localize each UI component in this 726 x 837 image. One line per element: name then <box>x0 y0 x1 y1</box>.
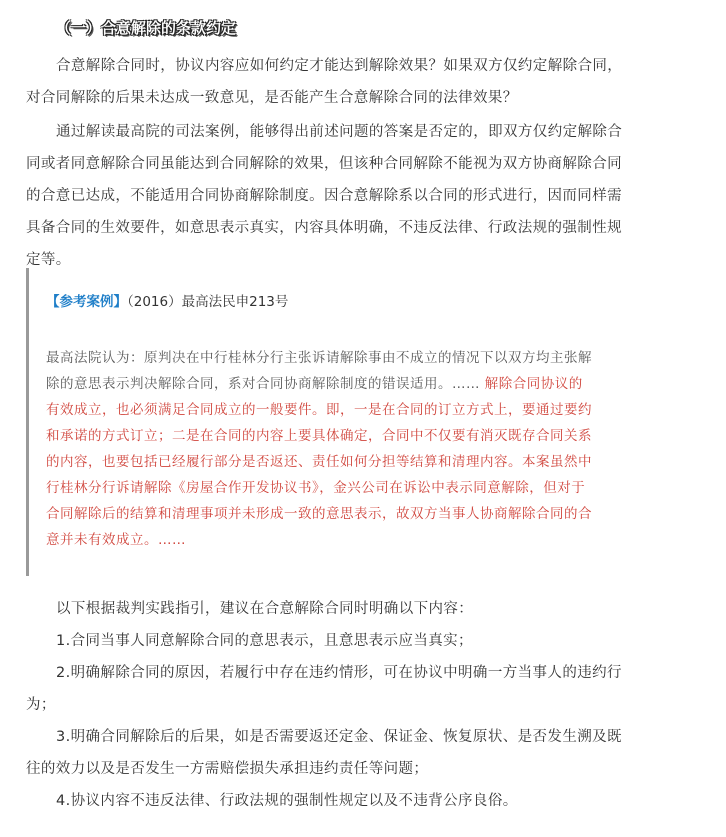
guidance-intro: 以下根据裁判实践指引，建议在合意解除合同时明确以下内容： <box>56 601 474 617</box>
analysis-line-5: 定等。 <box>26 252 71 268</box>
case-red-line-6: 意并未有效成立。…… <box>46 532 186 548</box>
guidance-item-2-line-1: 2.明确解除合同的原因，若履行中存在违约情形，可在协议中明确一方当事人的违约行 <box>56 665 622 681</box>
guidance-item-4: 4.协议内容不违反法律、行政法规的强制性规定以及不违背公序良俗。 <box>56 793 518 809</box>
intro-line-1: 合意解除合同时，协议内容应如何约定才能达到解除效果？如果双方仅约定解除合同， <box>56 58 623 74</box>
guidance-item-2-line-2: 为； <box>26 697 56 713</box>
case-quote-block <box>26 268 705 576</box>
analysis-line-4: 具备合同的生效要件，如意思表示真实，内容具体明确，不违反法律、行政法规的强制性规 <box>26 220 622 236</box>
case-title <box>46 290 288 310</box>
guidance-item-3-line-2: 往的效力以及是否发生一方需赔偿损失承担违约责任等问题； <box>26 761 429 777</box>
analysis-line-3: 的合意已达成，不能适用合同协商解除制度。因合意解除系以合同的形式进行，因而同样需 <box>26 188 622 204</box>
case-red-line-4: 行桂林分行诉请解除《房屋合作开发协议书》，金兴公司在诉讼中表示同意解除，但对于 <box>46 480 586 496</box>
case-red-line-3: 的内容，也要包括已经履行部分是否返还、责任如何分担等结算和清理内容。本案虽然中 <box>46 454 592 470</box>
case-reference: （2016）最高法民申213号 <box>127 294 289 310</box>
section-heading: （一）合意解除的条款约定 <box>56 19 237 37</box>
case-line-1: 最高法院认为：原判决在中行桂林分行主张诉请解除事由不成立的情况下以双方均主张解 <box>46 350 592 366</box>
intro-line-2: 对合同解除的后果未达成一致意见，是否能产生合意解除合同的法律效果？ <box>26 90 518 106</box>
case-tag: 【参考案例】 <box>46 294 127 310</box>
case-red-line-1: 有效成立，也必须满足合同成立的一般要件。即，一是在合同的订立方式上，要通过要约 <box>46 402 592 418</box>
case-line-2-gray: 除的意思表示判决解除合同，系对合同协商解除制度的错误适用。…… <box>46 376 485 392</box>
analysis-line-1: 通过解读最高院的司法案例，能够得出前述问题的答案是否定的，即双方仅约定解除合 <box>56 124 623 140</box>
guidance-item-3-line-1: 3.明确合同解除后的后果，如是否需要返还定金、保证金、恢复原状、是否发生溯及既 <box>56 729 622 745</box>
case-line-2-red: 解除合同协议的 <box>484 376 583 392</box>
guidance-item-1: 1.合同当事人同意解除合同的意思表示，且意思表示应当真实； <box>56 633 473 649</box>
case-line-2 <box>46 372 583 392</box>
analysis-line-2: 同或者同意解除合同虽能达到合同解除的效果，但该种合同解除不能视为双方协商解除合同 <box>26 156 622 172</box>
case-red-line-5: 合同解除后的结算和清理事项并未形成一致的意思表示，故双方当事人协商解除合同的合 <box>46 506 592 522</box>
case-red-line-2: 和承诺的方式订立；二是在合同的内容上要具体确定，合同中不仅要有消灭既存合同关系 <box>46 428 592 444</box>
